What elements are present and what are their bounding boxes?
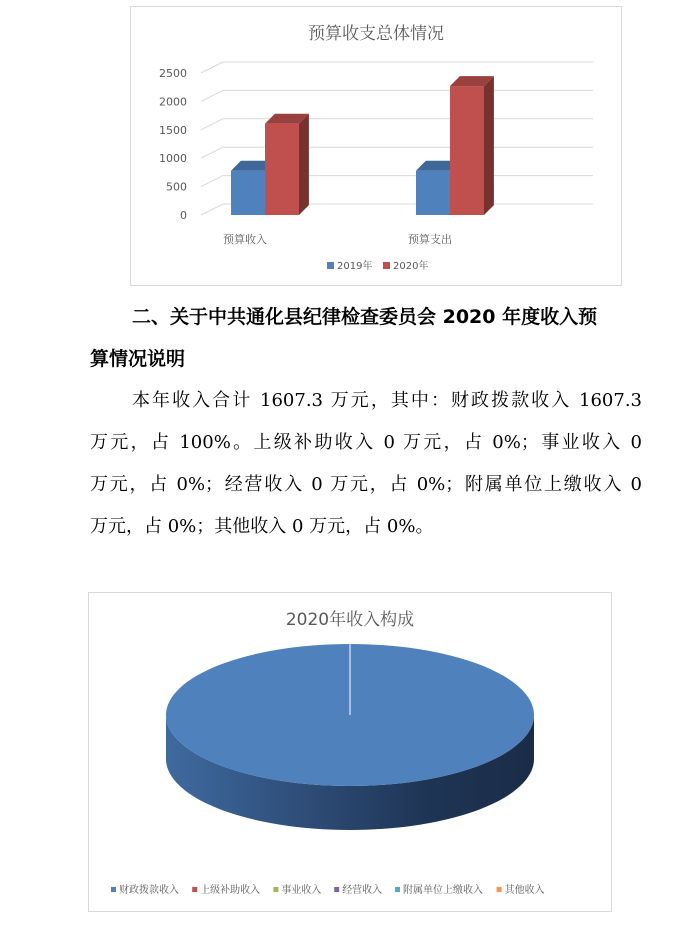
legend-swatch [192, 887, 197, 892]
legend-swatch [273, 887, 278, 892]
gridline-depth [201, 176, 223, 187]
legend-swatch [383, 262, 390, 269]
gridline-depth [201, 90, 223, 101]
legend-label: 上级补助收入 [200, 885, 261, 896]
gridline-depth [201, 119, 223, 130]
paragraph-line-3: 万元，占 0%；经营收入 0 万元，占 0%；附属单位上缴收入 0 [90, 474, 642, 495]
y-tick-label: 2500 [159, 67, 187, 80]
legend-swatch [395, 887, 400, 892]
y-tick-label: 0 [180, 209, 187, 222]
chart-title: 预算收支总体情况 [308, 24, 444, 44]
bar [416, 171, 450, 215]
bar [265, 124, 299, 215]
chart-title: 2020年收入构成 [285, 610, 415, 630]
y-tick-label: 500 [166, 180, 187, 194]
income-composition-chart [88, 592, 612, 912]
paragraph-line-1: 本年收入合计 1607.3 万元，其中：财政拨款收入 1607.3 [132, 390, 642, 411]
y-tick-label: 1500 [159, 123, 187, 137]
bar [450, 86, 484, 215]
legend-label: 经营收入 [342, 885, 383, 896]
legend-label: 2020年 [393, 261, 429, 272]
x-tick-label: 预算支出 [408, 233, 452, 246]
bar-side [484, 76, 494, 215]
budget-overview-chart [130, 6, 622, 286]
pie-chart-plot [89, 593, 611, 911]
bar [231, 171, 265, 215]
paragraph-line-2: 万元，占 100%。上级补助收入 0 万元，占 0%；事业收入 0 [90, 432, 642, 453]
legend-swatch [111, 887, 116, 892]
gridline-depth [201, 204, 223, 215]
bar-side [299, 114, 309, 215]
gridline-depth [201, 62, 223, 73]
legend-label: 事业收入 [281, 885, 322, 896]
legend-label: 财政拨款收入 [119, 885, 179, 896]
legend-swatch [334, 887, 339, 892]
gridline-depth [201, 147, 223, 158]
legend-label: 2019年 [337, 261, 373, 272]
x-tick-label: 预算收入 [223, 233, 267, 246]
paragraph-line-4: 万元，占 0%；其他收入 0 万元，占 0%。 [90, 516, 434, 537]
legend-label: 附属单位上缴收入 [403, 885, 483, 896]
legend-swatch [497, 887, 502, 892]
bar-chart-plot [131, 7, 621, 285]
section-heading-continued: 算情况说明 [90, 348, 186, 370]
y-tick-label: 1000 [159, 152, 187, 166]
section-heading: 二、关于中共通化县纪律检查委员会 2020 年度收入预 [132, 306, 598, 328]
y-tick-label: 2000 [159, 95, 187, 109]
legend-label: 其他收入 [504, 885, 545, 896]
legend-swatch [327, 262, 334, 269]
